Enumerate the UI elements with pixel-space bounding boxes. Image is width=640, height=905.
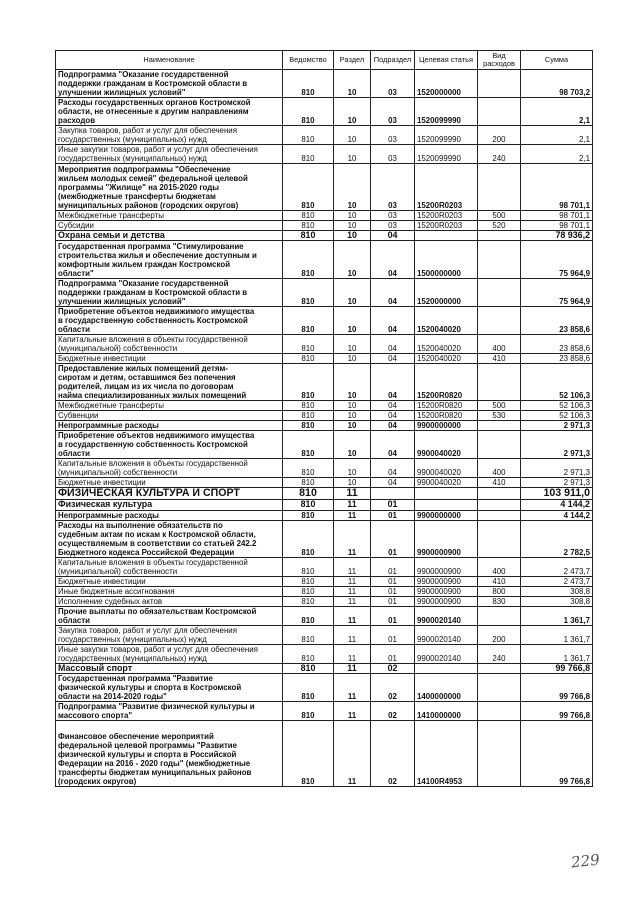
cell-subsection: 04 [371, 306, 415, 334]
cell-section: 10 [334, 145, 371, 164]
cell-name: Финансовое обеспечение мероприятий федеральной целевой программы "Развитие физической культуры и спорта в Российской Федерации на 2016 - 2020 годы" (межбюджетные трансферты бюджетам муниципальных районов (городских округов) [56, 721, 283, 787]
cell-section: 11 [334, 625, 371, 644]
col-header-kind: Вид расходов [478, 51, 521, 70]
cell-subsection: 04 [371, 353, 415, 363]
cell-target: 9900000900 [415, 596, 478, 606]
cell-subsection: 04 [371, 421, 415, 431]
cell-dept: 810 [283, 220, 334, 230]
cell-subsection: 03 [371, 126, 415, 145]
cell-kind [478, 421, 521, 431]
cell-sum: 4 144,2 [521, 500, 593, 511]
cell-kind: 400 [478, 334, 521, 353]
cell-dept: 810 [283, 500, 334, 511]
cell-dept: 810 [283, 488, 334, 500]
cell-target: 1410000000 [415, 702, 478, 721]
cell-target: 1520099990 [415, 98, 478, 126]
cell-section: 10 [334, 363, 371, 400]
cell-section: 11 [334, 500, 371, 511]
cell-subsection: 03 [371, 98, 415, 126]
cell-target [415, 488, 478, 500]
cell-name: Субсидии [56, 220, 283, 230]
cell-kind: 200 [478, 625, 521, 644]
table-row [56, 596, 593, 606]
table-row [56, 353, 593, 363]
cell-kind: 500 [478, 401, 521, 411]
cell-name: Государственная программа "Стимулирование строительства жилья и обеспечение доступным и комфортным жильем граждан Костромской области" [56, 241, 283, 278]
cell-section: 10 [334, 334, 371, 353]
cell-target: 9900040020 [415, 478, 478, 488]
cell-section: 10 [334, 478, 371, 488]
cell-target: 9900000000 [415, 421, 478, 431]
cell-dept: 810 [283, 674, 334, 702]
cell-dept: 810 [283, 241, 334, 278]
cell-target [415, 500, 478, 511]
cell-kind: 400 [478, 557, 521, 576]
cell-subsection: 01 [371, 520, 415, 557]
cell-name: Закупка товаров, работ и услуг для обеспечения государственных (муниципальных) нужд [56, 625, 283, 644]
cell-name: ФИЗИЧЕСКАЯ КУЛЬТУРА И СПОРТ [56, 488, 283, 500]
table-row [56, 702, 593, 721]
table-row [56, 478, 593, 488]
cell-sum: 2 971,3 [521, 478, 593, 488]
table-row [56, 721, 593, 787]
cell-target: 1520040020 [415, 306, 478, 334]
cell-kind [478, 520, 521, 557]
cell-name: Межбюджетные трансферты [56, 401, 283, 411]
col-header-dept: Ведомство [283, 51, 334, 70]
cell-dept: 810 [283, 70, 334, 98]
cell-sum: 78 936,2 [521, 230, 593, 241]
cell-sum: 2,1 [521, 98, 593, 126]
cell-name: Подпрограмма "Развитие физической культуры и массового спорта" [56, 702, 283, 721]
cell-dept: 810 [283, 126, 334, 145]
table-row [56, 606, 593, 625]
cell-target: 15200R0820 [415, 363, 478, 400]
cell-dept: 810 [283, 702, 334, 721]
cell-subsection: 02 [371, 702, 415, 721]
cell-section: 10 [334, 98, 371, 126]
cell-sum: 308,8 [521, 596, 593, 606]
table-row [56, 210, 593, 220]
cell-sum: 103 911,0 [521, 488, 593, 500]
cell-name: Иные бюджетные ассигнования [56, 586, 283, 596]
cell-name: Приобретение объектов недвижимого имущества в государственную собственность Костромской области [56, 431, 283, 459]
cell-subsection: 04 [371, 401, 415, 411]
cell-target: 9900020140 [415, 606, 478, 625]
cell-dept: 810 [283, 576, 334, 586]
cell-kind: 410 [478, 478, 521, 488]
cell-target: 1520099990 [415, 145, 478, 164]
table-row [56, 459, 593, 478]
cell-subsection: 01 [371, 586, 415, 596]
cell-subsection: 03 [371, 164, 415, 211]
cell-kind [478, 164, 521, 211]
table-row [56, 644, 593, 663]
cell-subsection: 01 [371, 557, 415, 576]
cell-dept: 810 [283, 663, 334, 674]
cell-subsection: 04 [371, 431, 415, 459]
cell-subsection: 01 [371, 644, 415, 663]
cell-target: 1520000000 [415, 70, 478, 98]
table-row [56, 576, 593, 586]
cell-target: 9900000000 [415, 510, 478, 520]
cell-target: 1520099990 [415, 126, 478, 145]
cell-name: Бюджетные инвестиции [56, 353, 283, 363]
cell-target: 1520000000 [415, 278, 478, 306]
table-row [56, 363, 593, 400]
budget-sheet [55, 50, 592, 787]
cell-sum: 98 701,1 [521, 220, 593, 230]
cell-subsection: 02 [371, 674, 415, 702]
cell-name: Физическая культура [56, 500, 283, 511]
cell-name: Приобретение объектов недвижимого имущества в государственную собственность Костромской области [56, 306, 283, 334]
cell-name: Расходы на выполнение обязательств по судебным актам по искам к Костромской области, осуществляемым в соответствии со статьей 242.2 Бюджетного кодекса Российской Федерации [56, 520, 283, 557]
cell-target: 9900020140 [415, 644, 478, 663]
cell-target: 9900040020 [415, 459, 478, 478]
table-row [56, 586, 593, 596]
cell-sum: 23 858,6 [521, 334, 593, 353]
cell-name: Капитальные вложения в объекты государственной (муниципальной) собственности [56, 557, 283, 576]
table-row [56, 164, 593, 211]
cell-section: 11 [334, 488, 371, 500]
cell-name: Мероприятия подпрограммы "Обеспечение жильем молодых семей" федеральной целевой программы "Жилище" на 2015-2020 годы (межбюджетные трансферты бюджетам муниципальных районов (городских округов) [56, 164, 283, 211]
col-header-name: Наименование [56, 51, 283, 70]
cell-dept: 810 [283, 230, 334, 241]
cell-section: 10 [334, 353, 371, 363]
cell-name: Бюджетные инвестиции [56, 478, 283, 488]
cell-sum: 75 964,9 [521, 278, 593, 306]
col-header-section: Раздел [334, 51, 371, 70]
cell-target: 9900020140 [415, 625, 478, 644]
cell-sum: 75 964,9 [521, 241, 593, 278]
cell-subsection: 04 [371, 411, 415, 421]
cell-dept: 810 [283, 459, 334, 478]
cell-sum: 23 858,6 [521, 353, 593, 363]
cell-kind [478, 500, 521, 511]
table-row [56, 663, 593, 674]
cell-section: 10 [334, 230, 371, 241]
cell-sum: 98 701,1 [521, 210, 593, 220]
cell-target: 15200R0203 [415, 220, 478, 230]
cell-target: 15200R0203 [415, 164, 478, 211]
cell-kind [478, 702, 521, 721]
cell-dept: 810 [283, 606, 334, 625]
cell-section: 10 [334, 278, 371, 306]
cell-name: Непрограммные расходы [56, 510, 283, 520]
cell-subsection: 03 [371, 70, 415, 98]
cell-kind: 240 [478, 145, 521, 164]
table-row [56, 625, 593, 644]
cell-kind [478, 431, 521, 459]
table-row [56, 98, 593, 126]
cell-kind [478, 606, 521, 625]
cell-subsection: 01 [371, 625, 415, 644]
cell-target: 9900000900 [415, 520, 478, 557]
cell-target: 1520040020 [415, 353, 478, 363]
cell-target: 1520040020 [415, 334, 478, 353]
cell-target: 14100R4953 [415, 721, 478, 787]
cell-section: 10 [334, 401, 371, 411]
cell-target: 15200R0203 [415, 210, 478, 220]
table-row [56, 488, 593, 500]
cell-section: 11 [334, 721, 371, 787]
cell-section: 10 [334, 421, 371, 431]
cell-subsection: 04 [371, 241, 415, 278]
table-row [56, 70, 593, 98]
cell-subsection: 02 [371, 663, 415, 674]
cell-target: 15200R0820 [415, 411, 478, 421]
cell-name: Капитальные вложения в объекты государственной (муниципальной) собственности [56, 459, 283, 478]
cell-kind [478, 663, 521, 674]
table-row [56, 431, 593, 459]
cell-section: 10 [334, 164, 371, 211]
cell-dept: 810 [283, 306, 334, 334]
cell-sum: 99 766,8 [521, 674, 593, 702]
table-row [56, 411, 593, 421]
cell-name: Государственная программа "Развитие физической культуры и спорта в Костромской области на 2014-2020 годы" [56, 674, 283, 702]
cell-sum: 1 361,7 [521, 644, 593, 663]
cell-name: Бюджетные инвестиции [56, 576, 283, 586]
table-header-row [56, 51, 593, 70]
cell-subsection: 03 [371, 145, 415, 164]
cell-subsection [371, 488, 415, 500]
cell-kind: 500 [478, 210, 521, 220]
cell-subsection: 03 [371, 210, 415, 220]
cell-sum: 2 971,3 [521, 459, 593, 478]
cell-kind: 400 [478, 459, 521, 478]
cell-kind: 410 [478, 576, 521, 586]
cell-sum: 2 971,3 [521, 431, 593, 459]
cell-section: 10 [334, 459, 371, 478]
cell-subsection: 01 [371, 606, 415, 625]
cell-name: Непрограммные расходы [56, 421, 283, 431]
cell-section: 11 [334, 702, 371, 721]
cell-section: 10 [334, 431, 371, 459]
cell-dept: 810 [283, 478, 334, 488]
cell-dept: 810 [283, 625, 334, 644]
cell-name: Иные закупки товаров, работ и услуг для обеспечения государственных (муниципальных) нужд [56, 644, 283, 663]
cell-dept: 810 [283, 363, 334, 400]
cell-name: Закупка товаров, работ и услуг для обеспечения государственных (муниципальных) нужд [56, 126, 283, 145]
cell-section: 11 [334, 596, 371, 606]
cell-dept: 810 [283, 721, 334, 787]
table-row [56, 401, 593, 411]
cell-dept: 810 [283, 401, 334, 411]
cell-subsection: 02 [371, 721, 415, 787]
cell-sum: 2 782,5 [521, 520, 593, 557]
cell-target: 9900000900 [415, 586, 478, 596]
cell-name: Иные закупки товаров, работ и услуг для обеспечения государственных (муниципальных) нужд [56, 145, 283, 164]
cell-section: 11 [334, 586, 371, 596]
cell-dept: 810 [283, 431, 334, 459]
cell-subsection: 04 [371, 230, 415, 241]
cell-name: Межбюджетные трансферты [56, 210, 283, 220]
cell-section: 10 [334, 306, 371, 334]
cell-kind [478, 70, 521, 98]
cell-section: 10 [334, 126, 371, 145]
cell-sum: 98 703,2 [521, 70, 593, 98]
cell-name: Предоставление жилых помещений детям- сиротам и детям, оставшимся без попечения родителей, лицам из их числа по договорам найма специализированных жилых помещений [56, 363, 283, 400]
table-row [56, 334, 593, 353]
cell-kind [478, 230, 521, 241]
col-header-target: Целевая статья [415, 51, 478, 70]
cell-kind [478, 306, 521, 334]
cell-kind: 520 [478, 220, 521, 230]
cell-target: 15200R0820 [415, 401, 478, 411]
cell-section: 10 [334, 220, 371, 230]
cell-target: 9900000900 [415, 557, 478, 576]
cell-name: Прочие выплаты по обязательствам Костромской области [56, 606, 283, 625]
cell-sum: 98 701,1 [521, 164, 593, 211]
cell-sum: 4 144,2 [521, 510, 593, 520]
table-body [56, 70, 593, 787]
cell-sum: 52 106,3 [521, 411, 593, 421]
cell-subsection: 04 [371, 334, 415, 353]
cell-kind: 830 [478, 596, 521, 606]
cell-section: 11 [334, 663, 371, 674]
cell-subsection: 04 [371, 278, 415, 306]
cell-subsection: 01 [371, 596, 415, 606]
cell-dept: 810 [283, 557, 334, 576]
cell-name: Массовый спорт [56, 663, 283, 674]
cell-sum: 2 473,7 [521, 576, 593, 586]
cell-section: 10 [334, 210, 371, 220]
cell-subsection: 01 [371, 510, 415, 520]
cell-target: 1400000000 [415, 674, 478, 702]
cell-kind [478, 241, 521, 278]
table-row [56, 520, 593, 557]
cell-dept: 810 [283, 164, 334, 211]
cell-section: 11 [334, 674, 371, 702]
cell-kind: 530 [478, 411, 521, 421]
budget-table [55, 50, 593, 787]
cell-dept: 810 [283, 586, 334, 596]
cell-sum: 99 766,8 [521, 721, 593, 787]
cell-subsection: 01 [371, 500, 415, 511]
cell-kind: 200 [478, 126, 521, 145]
cell-name: Субвенции [56, 411, 283, 421]
table-row [56, 220, 593, 230]
cell-kind [478, 674, 521, 702]
cell-name: Подпрограмма "Оказание государственной поддержки гражданам в Костромской области в улучшении жилищных условий" [56, 278, 283, 306]
table-row [56, 278, 593, 306]
table-row [56, 500, 593, 511]
table-row [56, 306, 593, 334]
cell-kind: 240 [478, 644, 521, 663]
cell-dept: 810 [283, 278, 334, 306]
cell-name: Подпрограмма "Оказание государственной поддержки гражданам в Костромской области в улучшении жилищных условий" [56, 70, 283, 98]
cell-kind [478, 488, 521, 500]
col-header-sum: Сумма [521, 51, 593, 70]
cell-subsection: 04 [371, 363, 415, 400]
page-number: 229 [570, 850, 601, 872]
cell-dept: 810 [283, 421, 334, 431]
cell-sum: 99 766,8 [521, 663, 593, 674]
cell-sum: 2 473,7 [521, 557, 593, 576]
cell-dept: 810 [283, 596, 334, 606]
cell-target [415, 230, 478, 241]
cell-kind [478, 510, 521, 520]
cell-section: 10 [334, 241, 371, 278]
cell-name: Капитальные вложения в объекты государственной (муниципальной) собственности [56, 334, 283, 353]
cell-section: 11 [334, 520, 371, 557]
cell-sum: 99 766,8 [521, 702, 593, 721]
table-row [56, 241, 593, 278]
cell-section: 11 [334, 606, 371, 625]
cell-kind [478, 721, 521, 787]
cell-sum: 23 858,6 [521, 306, 593, 334]
cell-dept: 810 [283, 644, 334, 663]
cell-section: 10 [334, 70, 371, 98]
cell-subsection: 01 [371, 576, 415, 586]
cell-dept: 810 [283, 520, 334, 557]
table-row [56, 230, 593, 241]
table-row [56, 126, 593, 145]
cell-sum: 1 361,7 [521, 625, 593, 644]
table-row [56, 421, 593, 431]
cell-kind [478, 363, 521, 400]
cell-sum: 2,1 [521, 126, 593, 145]
cell-dept: 810 [283, 98, 334, 126]
cell-dept: 810 [283, 210, 334, 220]
cell-name: Расходы государственных органов Костромской области, не отнесенные к другим направлениям расходов [56, 98, 283, 126]
cell-kind: 800 [478, 586, 521, 596]
cell-target: 1500000000 [415, 241, 478, 278]
cell-sum: 1 361,7 [521, 606, 593, 625]
cell-kind [478, 278, 521, 306]
table-row [56, 510, 593, 520]
table-row [56, 557, 593, 576]
cell-target [415, 663, 478, 674]
cell-subsection: 04 [371, 478, 415, 488]
cell-sum: 52 106,3 [521, 363, 593, 400]
cell-dept: 810 [283, 353, 334, 363]
col-header-subsection: Подраздел [371, 51, 415, 70]
cell-section: 11 [334, 576, 371, 586]
cell-section: 11 [334, 510, 371, 520]
cell-target: 9900000900 [415, 576, 478, 586]
cell-sum: 308,8 [521, 586, 593, 596]
cell-section: 11 [334, 557, 371, 576]
cell-kind: 410 [478, 353, 521, 363]
cell-section: 10 [334, 411, 371, 421]
cell-dept: 810 [283, 411, 334, 421]
cell-dept: 810 [283, 334, 334, 353]
table-row [56, 674, 593, 702]
cell-dept: 810 [283, 145, 334, 164]
cell-kind [478, 98, 521, 126]
cell-name: Охрана семьи и детства [56, 230, 283, 241]
cell-subsection: 03 [371, 220, 415, 230]
cell-sum: 52 106,3 [521, 401, 593, 411]
cell-section: 11 [334, 644, 371, 663]
cell-dept: 810 [283, 510, 334, 520]
cell-sum: 2,1 [521, 145, 593, 164]
cell-subsection: 04 [371, 459, 415, 478]
cell-sum: 2 971,3 [521, 421, 593, 431]
cell-target: 9900040020 [415, 431, 478, 459]
cell-name: Исполнение судебных актов [56, 596, 283, 606]
table-row [56, 145, 593, 164]
